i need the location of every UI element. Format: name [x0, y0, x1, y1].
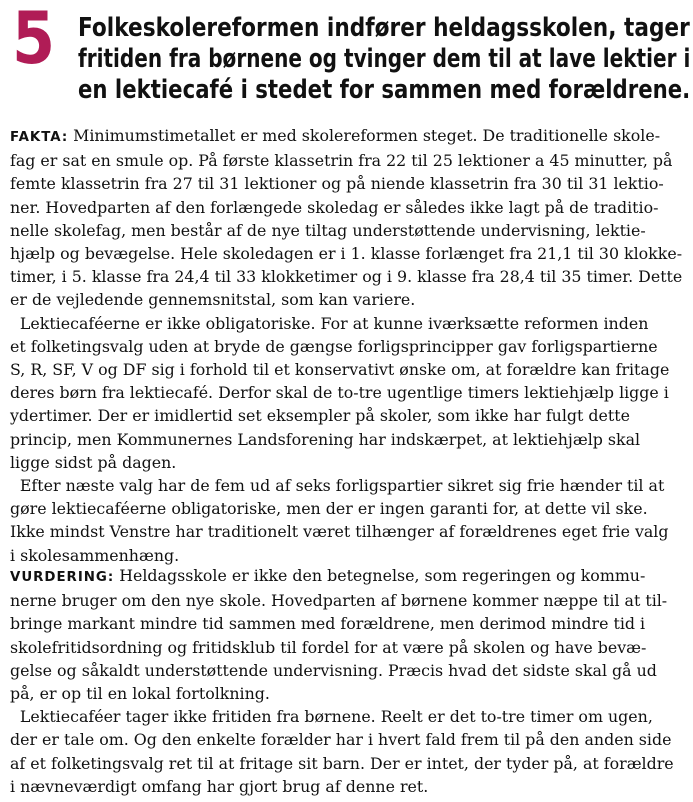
text-line: fag er sat en smule op. På første klassetrin fra 22 til 25 lektioner a 45 minutter, på [10, 151, 673, 171]
article-header [10, 0, 691, 118]
text-line: ner. Hovedparten af den forlængede skoledag er således ikke lagt på de traditio- [10, 197, 659, 217]
text-line: Lektiecaféerne er ikke obligatoriske. For at kunne iværksætte reformen inden [19, 313, 649, 333]
vurdering-first-line: Heldagsskole er ikke den betegnelse, som regeringen og kommu- [119, 566, 646, 585]
fakta-section [10, 124, 690, 567]
text-line: femte klassetrin fra 27 til 31 lektioner og på niende klassetrin fra 30 til 31 lektio- [10, 174, 664, 194]
headline-line: Folkeskolereformen indfører heldagsskolen, tager [78, 13, 690, 43]
text-line: er de vejledende gennemsnitstal, som kan variere. [10, 290, 416, 310]
text-line: af et folketingsvalg ret til at fritage sit barn. Der er intet, der tyder på, at forældre [10, 753, 674, 773]
fakta-label: FAKTA: [10, 129, 69, 145]
text-line: princip, men Kommunernes Landsforening har indskærpet, at lektiehjælp skal [10, 429, 641, 449]
fakta-first-line: Minimumstimetallet er med skolereformen steget. De traditionelle skole- [73, 126, 661, 145]
text-line: deres børn fra lektiecafé. Derfor skal de to-tre ugentlige timers lektiehjælp ligge i [10, 383, 669, 403]
text-line: bringe markant mindre tid sammen med forældrene, men derimod mindre tid i [10, 614, 646, 634]
text-line: i nævneværdigt omfang har gjort brug af denne ret. [10, 776, 429, 796]
text-line: gøre lektiecaféerne obligatoriske, men der er ingen garanti for, at dette vil ske. [10, 499, 648, 519]
text-line: Efter næste valg har de fem ud af seks forligspartier sikret sig frie hænder til at [19, 476, 665, 496]
text-line [10, 564, 682, 589]
text-line: nerne bruger om den nye skole. Hovedparten af børnene kommer næppe til at til- [10, 591, 668, 611]
text-line: ligge sidst på dagen. [10, 452, 177, 472]
text-line: ydertimer. Der er imidlertid set eksempler på skoler, som ikke har fulgt dette [10, 406, 630, 426]
claim-number: 5 [12, 0, 56, 80]
text-line: S, R, SF, V og DF sig i forhold til et konservativt ønske om, at forældre kan fritage [10, 360, 670, 380]
text-line: hjælp og bevægelse. Hele skoledagen er i 1. klasse forlænget fra 21,1 til 30 klokke- [10, 244, 683, 264]
text-line: Lektiecaféer tager ikke fritiden fra børnene. Reelt er det to-tre timer om ugen, [19, 707, 653, 727]
vurdering-label: VURDERING: [10, 569, 115, 585]
text-line: skolefritidsordning og fritidsklub til fordel for at være på skolen og have bevæ- [10, 637, 647, 657]
text-line: gelse og såkaldt understøttende undervisning. Præcis hvad det sidste skal gå ud [10, 660, 657, 680]
headline [78, 13, 693, 106]
text-line: Ikke mindst Venstre har traditionelt været tilhænger af forældrenes eget frie valg [10, 522, 669, 542]
text-line: nelle skolefag, men består af de nye tiltag understøttende undervisning, lektie- [10, 220, 646, 240]
text-line: i skolesammenhæng. [10, 545, 180, 565]
text-line: timer, i 5. klasse fra 24,4 til 33 klokketimer og i 9. klasse fra 28,4 til 35 timer. Dette [10, 267, 683, 287]
headline-line: fritiden fra børnene og tvinger dem til at lave lektier i [78, 44, 691, 74]
text-line: et folketingsvalg uden at bryde de gængse forligsprincipper gav forligspartierne [10, 336, 658, 356]
vurdering-section [10, 564, 690, 798]
text-line: på, er op til en lokal fortolkning. [10, 684, 270, 704]
headline-line: en lektiecafé i stedet for sammen med forældrene. [78, 75, 691, 105]
text-line [10, 124, 682, 149]
text-line: der er tale om. Og den enkelte forælder har i hvert fald frem til på den anden side [10, 730, 672, 750]
